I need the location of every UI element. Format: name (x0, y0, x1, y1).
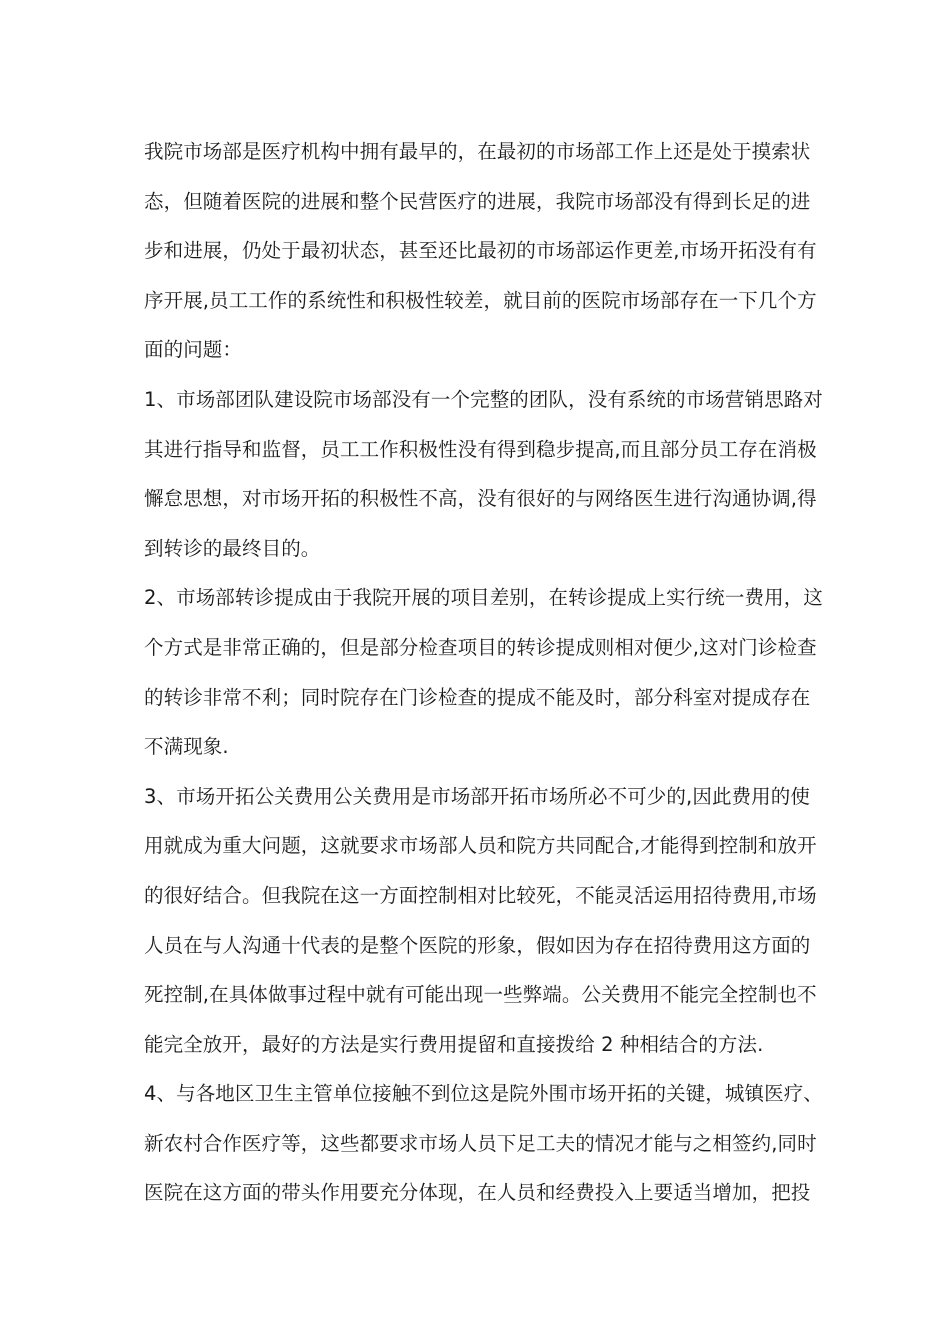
text-line: 我院市场部是医疗机构中拥有最早的，在最初的市场部工作上还是处于摸索状 (144, 140, 811, 163)
paragraph-item-2 (144, 573, 823, 771)
paragraph-item-1 (144, 375, 823, 573)
text-line: 2、市场部转诊提成由于我院开展的项目差别，在转诊提成上实行统一费用，这 (144, 586, 823, 610)
text-line: 4、与各地区卫生主管单位接触不到位这是院外围市场开拓的关键，城镇医疗、 (144, 1082, 823, 1106)
text-line: 个方式是非常正确的，但是部分检查项目的转诊提成则相对便少,这对门诊检查 (144, 635, 817, 659)
text-line: 态，但随着医院的进展和整个民营医疗的进展，我院市场部没有得到长足的进 (144, 189, 811, 213)
text-line: 的很好结合。但我院在这一方面控制相对比较死，不能灵活运用招待费用,市场 (144, 883, 817, 907)
paragraph-item-4 (144, 1069, 823, 1218)
text-line: 懈怠思想，对市场开拓的积极性不高，没有很好的与网络医生进行沟通协调,得 (144, 487, 817, 511)
text-line: 面的问题： (144, 338, 243, 362)
text-line: 死控制,在具体做事过程中就有可能出现一些弊端。公关费用不能完全控制也不 (144, 983, 817, 1007)
paragraph-intro (144, 127, 817, 375)
text-line: 的转诊非常不利；同时院存在门诊检查的提成不能及时，部分科室对提成存在 (144, 685, 811, 709)
text-line: 新农村合作医疗等，这些都要求市场人员下足工夫的情况才能与之相签约,同时 (144, 1131, 817, 1155)
text-line: 人员在与人沟通十代表的是整个医院的形象，假如因为存在招待费用这方面的 (144, 933, 811, 957)
text-line: 医院在这方面的带头作用要充分体现，在人员和经费投入上要适当增加，把投 (144, 1181, 811, 1205)
text-line: 其进行指导和监督，员工工作积极性没有得到稳步提高,而且部分员工存在消极 (144, 437, 817, 461)
text-line: 序开展,员工工作的系统性和积极性较差，就目前的医院市场部存在一下几个方 (144, 288, 817, 312)
paragraph-item-3 (144, 772, 817, 1070)
document-body (144, 127, 823, 1218)
text-line: 用就成为重大问题，这就要求市场部人员和院方共同配合,才能得到控制和放开 (144, 834, 817, 858)
text-line: 步和进展，仍处于最初状态，甚至还比最初的市场部运作更差,市场开拓没有有 (144, 239, 817, 263)
text-line: 不满现象. (144, 735, 229, 759)
text-line: 到转诊的最终目的。 (144, 536, 321, 560)
text-line: 能完全放开，最好的方法是实行费用提留和直接拨给 2 种相结合的方法. (144, 1032, 764, 1056)
text-line: 3、市场开拓公关费用公关费用是市场部开拓市场所必不可少的,因此费用的使 (144, 784, 810, 808)
text-line: 1、市场部团队建设院市场部没有一个完整的团队，没有系统的市场营销思路对 (144, 387, 823, 411)
